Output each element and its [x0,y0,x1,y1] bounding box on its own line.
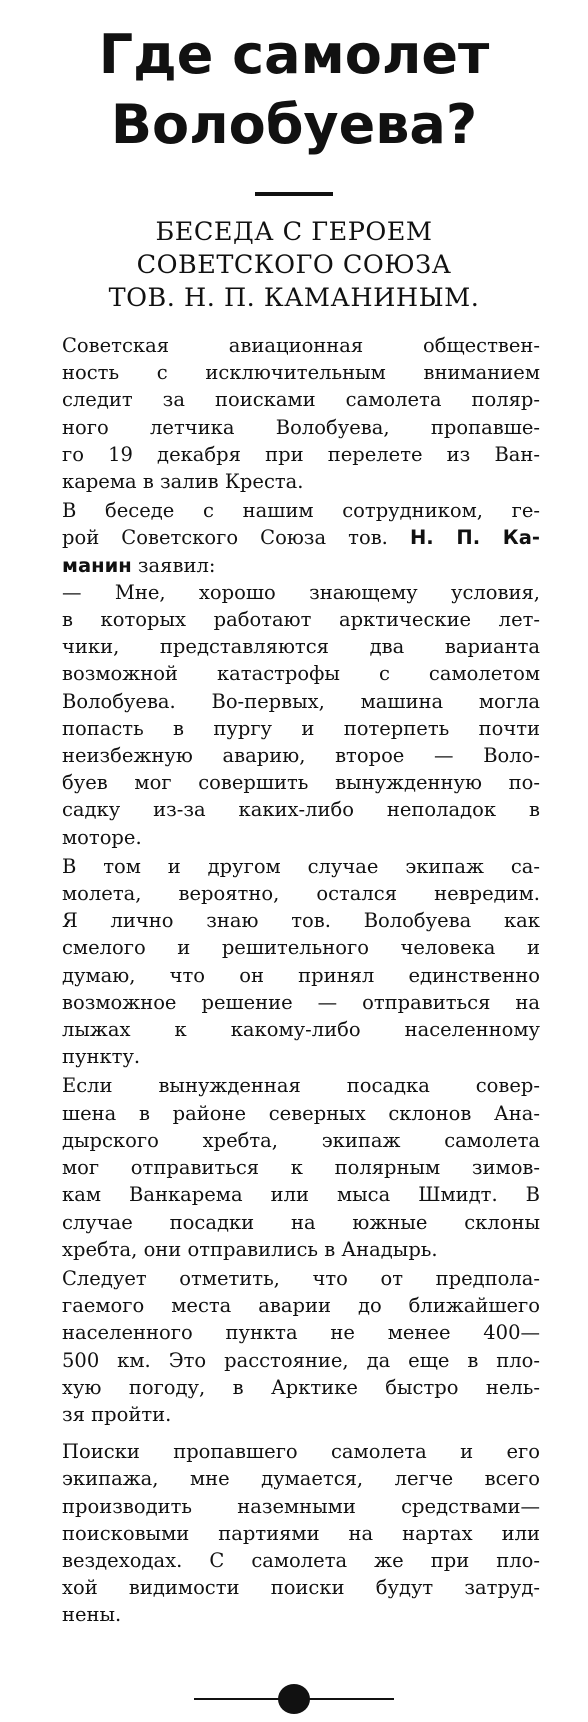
text-line: молета, вероятно, остался невредим. [62,882,540,906]
text-line: нены. [62,1603,122,1627]
text-line: в которых работают арктические лет- [62,608,540,632]
text-line: лыжах к какому-либо населенному [62,1018,540,1042]
text-line: В беседе с нашим сотрудником, ге- [62,499,540,523]
text-line: садку из-за каких-либо неполадок в [62,798,540,822]
text-line: Я лично знаю тов. Волобуева как [62,909,540,933]
text-line: Волобуева. Во-первых, машина могла [62,689,540,713]
paragraph-2 [62,497,540,851]
text-line: чики, представляются два варианта [62,635,540,659]
text-line: В том и другом случае экипаж са- [62,854,540,878]
text-line: ного летчика Волобуева, пропавше- [62,415,540,439]
paragraph-4 [62,1072,540,1262]
text-line: хой видимости поиски будут затруд- [62,1576,540,1600]
text-line: возможной катастрофы с самолетом [62,662,540,686]
text-line: зя пройти. [62,1402,172,1426]
headline-divider [255,192,333,196]
text-line: хую погоду, в Арктике быстро нель- [62,1375,540,1399]
text-line: неизбежную аварию, второе — Воло- [62,744,540,768]
text-line: шена в районе северных склонов Ана- [62,1101,540,1125]
text-line: экипажа, мне думается, легче всего [62,1467,540,1491]
text-line: буев мог совершить вынужденную по- [62,771,540,795]
bold-name: Н. П. Ка- [409,526,540,550]
text-line: вездеходах. С самолета же при пло- [62,1548,540,1572]
text-line: ность с исключительным вниманием [62,361,540,385]
subheadline-line-3: ТОВ. Н. П. КАМАНИНЫМ. [108,283,480,313]
text-line: карема в залив Креста. [62,470,304,494]
headline-line-2: Волобуева? [110,93,478,156]
subheadline [30,216,558,315]
headline-line-1: Где самолет [98,23,490,86]
text-segment: заявил: [137,553,216,577]
paragraph-1 [62,332,540,495]
text-line [62,552,540,579]
end-dot-ornament [278,1684,310,1714]
bold-name: манин [62,553,132,577]
text-line: — Мне, хорошо знающему условия, [62,580,540,604]
text-line: Советская авиационная обществен- [62,334,540,357]
text-segment: рой Советского Союза тов. [62,526,388,550]
text-line: возможное решение — отправиться на [62,990,540,1014]
text-line: случае посадки на южные склоны [62,1210,540,1234]
text-line: моторе. [62,825,142,849]
text-line: кам Ванкарема или мыса Шмидт. В [62,1183,540,1207]
text-line: пункту. [62,1045,141,1069]
subheadline-line-2: СОВЕТСКОГО СОЮЗА [136,250,452,280]
text-line: населенного пункта не менее 400— [62,1321,540,1345]
text-line: производить наземными средствами— [62,1494,540,1518]
paragraph-3 [62,853,540,1071]
headline [20,20,568,160]
text-line: смелого и решительного человека и [62,936,540,960]
text-line: дырского хребта, экипаж самолета [62,1128,540,1152]
text-line: поисковыми партиями на нартах или [62,1521,540,1545]
text-line: 500 км. Это расстояние, да еще в пло- [62,1348,540,1372]
paragraph-5 [62,1265,540,1428]
text-line: мог отправиться к полярным зимов- [62,1156,540,1180]
text-line: думаю, что он принял единственно [62,963,540,987]
text-line: Если вынужденная посадка совер- [62,1074,540,1098]
text-line: го 19 декабря при перелете из Ван- [62,442,540,466]
text-line: следит за поисками самолета поляр- [62,388,540,412]
text-line [62,524,540,551]
text-line: хребта, они отправились в Анадырь. [62,1237,438,1261]
text-line: Следует отметить, что от предпола- [62,1266,540,1290]
paragraph-6 [62,1438,540,1628]
subheadline-line-1: БЕСЕДА С ГЕРОЕМ [155,217,433,247]
text-line: гаемого места аварии до ближайшего [62,1294,540,1318]
text-line: Поиски пропавшего самолета и его [62,1440,540,1464]
article-body [62,332,540,1629]
text-line: попасть в пургу и потерпеть почти [62,716,540,740]
